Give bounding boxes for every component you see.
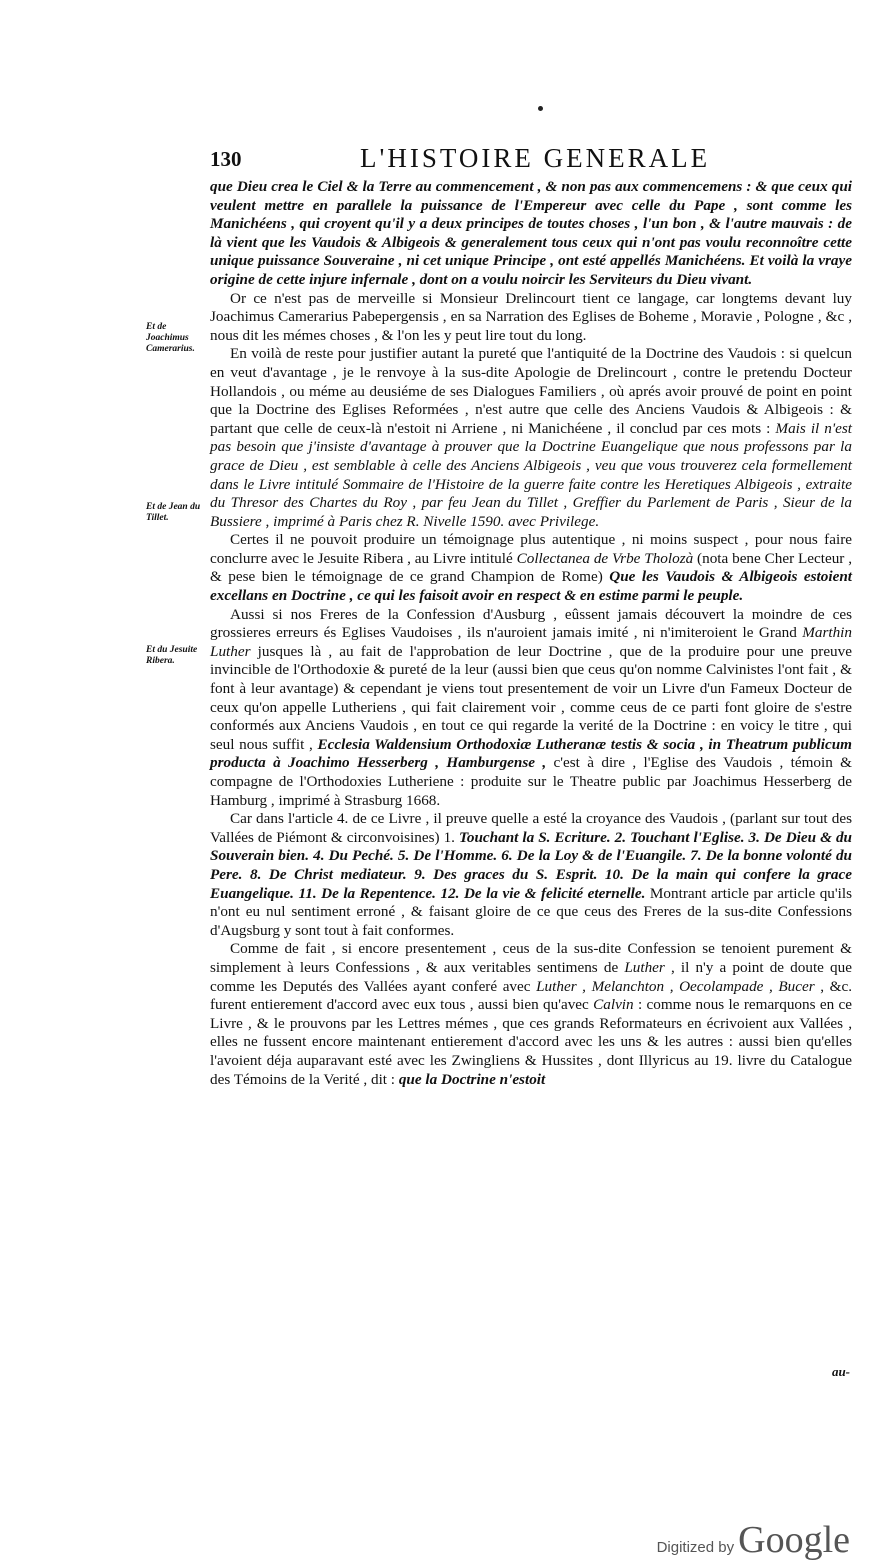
text-segment: jusques là , au fait de l'approbation de leur Doctrine , que de la produire pour une preuve invincible de l'Orthodoxie & pureté de la leur (aussi bien que ceus qu'on nomme Calvinistes l'ont fait , & font à leur avantage) & cependant je viens tout presentement de voir un Livre d'un Fameux Docteur de ceux qu'on appelle Lutheriens , qui fait clairement voir , comme ceus de ce parti font gloire de s'estre conformés aux Anciens Vaudois , en tout ce qui regarde la verité de la Doctrine : en voicy le titre , qui seul nous suffit , [210,642,852,753]
paragraph-6 [210,810,852,940]
text-segment: Touchant la S. Ecriture. 2. Touchant l'Eglise. 3. De Dieu & du Souverain bien. 4. Du Peché. 5. De l'Homme. 6. De la Loy & de l'Euangile. 7. De la bonne volonté du Pere. 8. De Christ mediateur. 9. Des graces du S. Esprit. 10. De la main qui confere la grace Euangelique. 11. De la Repentence. 12. De la vie & felicité eternelle. [210,828,852,902]
catchword: au- [831,1364,850,1379]
page-header [210,143,852,179]
paragraph-3 [210,345,852,531]
paragraph-7 [210,940,852,1089]
ink-dot [538,106,543,111]
text-segment: Or ce n'est pas de merveille si Monsieur Drelincourt tient ce langage, car longtems devant luy Joachimus Camerarius Pabepergensis , en sa Narration des Eglises de Boheme , Moravie , Pologne , &c , nous dit les mémes choses , & l'on les y peut lire tout du long. [210,289,852,344]
paragraph-4 [210,531,852,605]
text-segment: que la Doctrine n'estoit [398,1070,546,1088]
text-segment: Comme de fait , si encore presentement , ceus de la sus-dite Confession se tenoient purement & simplement à leurs Confessions , & aux veritables sentimens de [210,940,852,976]
text-segment: (nota bene Cher Lecteur , & pese bien le témoignage de ce grand Champion de Rome) [210,549,852,586]
digitized-by-text: Digitized by [656,1539,735,1556]
text-segment: Que les Vaudois & Albigeois estoient excellans en Doctrine , ce qui les faisoit avoir en respect & en estime parmi le peuple. [210,568,852,605]
text-segment: Car dans l'article 4. de ce Livre , il preuve quelle a esté la croyance des Vaudois , (parlant sur tout des Vallées de Piémont & circonvoisines) 1. [210,810,852,846]
text-segment: Marthin Luther [210,624,852,660]
text-segment: c'est à dire , l'Eglise des Vaudois , témoin & compagne de l'Orthodoxies Lutheriene : produite sur le Theatre public par Joachimus Hesserberg de Hamburg , imprimé à Strasburg 1668. [210,754,852,809]
text-segment: Luther , Melanchton , Oecolampade , Bucer [536,977,815,995]
paragraph-2 [210,290,852,346]
margin-note-du-tillet: Et de Jean du Tillet. [146,502,201,523]
text-segment: Aussi si nos Freres de la Confession d'Ausburg , eûssent jamais découvert la moindre de ces grossieres erreurs és Eglises Vaudoises , ils n'auroient jamais imité , ni n'imiteroient le Grand [210,605,852,642]
running-title: L'HISTOIRE GENERALE [360,143,711,173]
digitized-footer [657,1518,850,1562]
text-segment: , il n'y a point de doute que comme les Deputés des Vallées ayant conferé avec [210,958,852,995]
margin-note-ribera: Et du Jesuite Ribera. [146,645,198,666]
text-segment: Certes il ne pouvoit produire un témoignage plus autentique , ni moins suspect , pour nous faire conclurre avec le Jesuite Ribera , au Livre intitulé [210,531,852,567]
text-segment: En voilà de reste pour justifier autant la pureté que l'antiquité de la Doctrine des Vaudois : si quelcun en veut d'avantage , je le renvoye à la sus-dite Apologie de Drelincourt , contre le pretendu Docteur Hollandois , ou méme au deusiéme de ses Dialogues Familiers , où aprés avoir prouvé de point en point que la Doctrine des Eglises Reformées , n'est autre que celle des Anciens Vaudois & Albigeois : & partant que celle de ceux-là n'estoit ni Arriene , ni Manichéene , il conclud par ces mots : [210,345,852,437]
paragraph-1 [210,178,852,290]
paragraph-5 [210,606,852,811]
google-logo: Google [738,1519,850,1561]
text-segment: que Dieu crea le Ciel & la Terre au commencement , & non pas aux commencemens : & que ceux qui veulent mettre en parallele la puissance de l'Empereur avec celle du Pape , sont comme les Manichéens , qui croyent qu'il y a deux principes de toutes choses , l'un bon , & l'autre mauvais : de là vient que les Vaudois & Albigeois & generalement tous ceux qui n'ont pas voulu reconnoître cette unique puissance Souveraine , ni cet unique Principe , ont esté appellés Manichéens. Et voilà la vraye origine de cette injure infernale , dont on a voulu noircir les Serviteurs du Dieu vivant. [210,178,852,288]
text-segment: , &c. furent entierement d'accord avec eux tous , aussi bien qu'avec [210,977,852,1014]
body-text [210,178,852,1089]
text-segment: Ecclesia Waldensium Orthodoxiæ Lutheranæ testis & socia , in Theatrum publicum producta à Joachimo Hesserberg , Hamburgense , [210,735,852,772]
text-segment: Montrant article par article qu'ils n'ont eu nul sentiment erroné , & faisant gloire de ce que ceus des Freres de la sus-dite Confessions d'Augsburg y sont tout à fait conformes. [210,884,852,939]
text-segment: Luther [624,958,665,976]
text-segment: Mais il n'est pas besoin que j'insiste d'avantage à prouver que la Doctrine Euangelique que nous professons par la grace de Dieu , est semblable à celle des Anciens Albigeois , veu que vous trouverez cela formellement dans le Livre intitulé Sommaire de l'Histoire de la guerre faite contre les Heretiques Albigeois , extraite du Thresor des Chartes du Roy , par feu Jean du Tillet , Greffier du Parlement de Paris , Sieur de la Bussiere , imprimé à Paris chez R. Nivelle 1590. avec Privilege. [210,419,852,530]
page-number: 130 [210,147,242,171]
text-segment: : comme nous le remarquons en ce Livre , & le prouvons par les Lettres mémes , que ces grands Reformateurs en écrivoient aux Vallées , elles ne fussent encore maintenant entierement d'accord avec les uns & les autres : aussi bien qu'elles l'avoient déja auparavant esté avec les Zwingliens & Hussites , dont Illyricus au 19. livre du Catalogue des Témoins de la Verité , dit : [210,996,852,1088]
text-segment: Collectanea de Vrbe Tholozà [516,549,694,567]
margin-note-camerarius: Et de Joachimus Camerarius. [146,322,195,354]
text-segment: Calvin [593,996,634,1014]
